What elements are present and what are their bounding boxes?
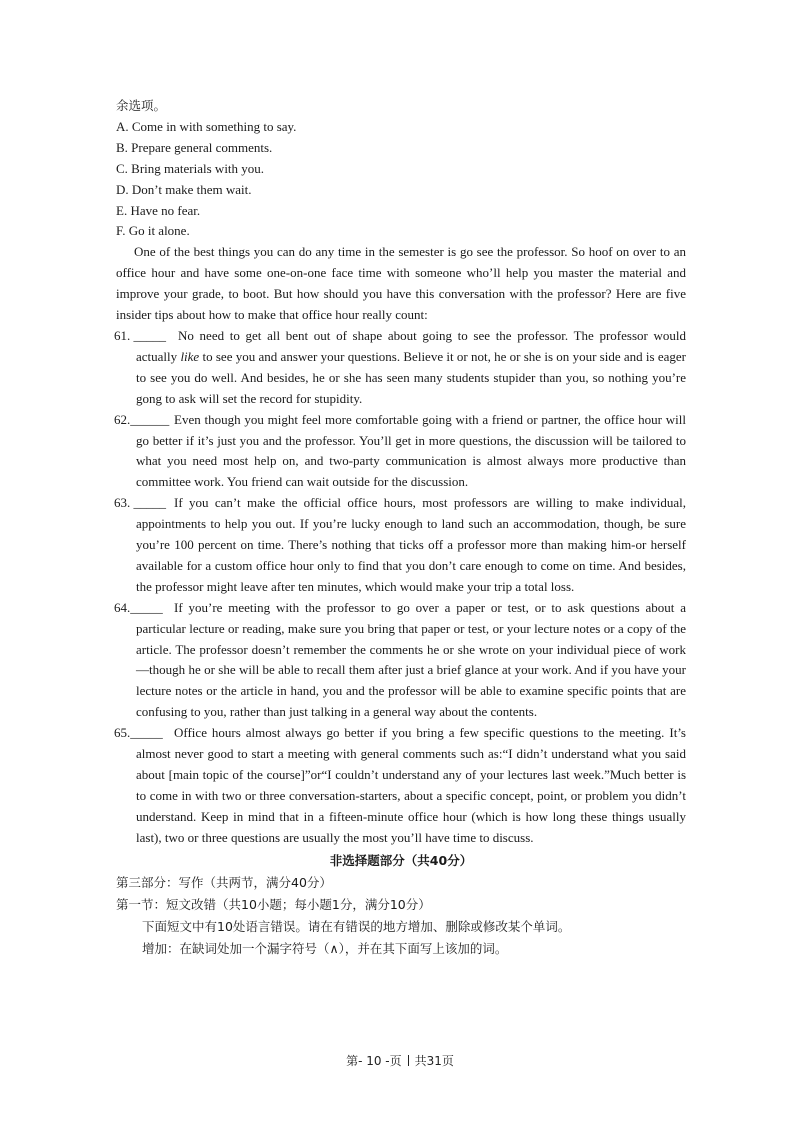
question-63 — [116, 493, 686, 598]
question-text: If you can’t make the official office hours, most professors are willing to make individual, appointments to help you out. If you’re lucky enough to land such an accommodation, though, be sure you’re 100 percent on time. There’s nothing that ticks off a professor more than making him-or herself available for a custom office hour only to find that you don’t care enough to come on time. And besides, the professor might leave after ten minutes, which would make your trip a total loss. — [136, 495, 686, 594]
question-text: Even though you might feel more comfortable going with a friend or partner, the office hour will go better if it’s just you and the professor. You’ll get in more questions, the discussion will be tailored to what you need most help on, and two-party communication is almost always more productive than committee work. You friend can wait outside for the discussion. — [136, 411, 686, 490]
question-65 — [116, 723, 686, 848]
instruction-line-1: 下面短文中有10处语言错误。请在有错误的地方增加、删除或修改某个单词。 — [142, 918, 571, 934]
page-number: 第- 10 -页 — [346, 1054, 402, 1068]
option-b: B. Prepare general comments. — [116, 139, 273, 155]
question-number: 62.______ — [114, 411, 170, 427]
option-d: D. Don’t make them wait. — [116, 181, 252, 197]
part-three-heading: 第三部分：写作（共两节，满分40分） — [116, 874, 332, 890]
question-number: 65._____ — [114, 725, 163, 741]
option-e: E. Have no fear. — [116, 202, 201, 218]
question-text: No need to get all bent out of shape about going to see the professor. The professor would actually like to see you and answer your questions. Believe it or not, he or she is on your side and is eager to see you do well. And besides, he or she has seen many students stupider than you, so nothing you’re gong to ask will set the record for stupidity. — [136, 327, 687, 406]
passage-intro: One of the best things you can do any time in the semester is go see the professor. So hoof on over to an office hour and have some one-on-one face time with someone who’ll help you master the material and improve your grade, to boot. But how should you have this conversation with the professor? Here are five insider tips about how to make that office hour really count: — [116, 244, 686, 323]
page-footer — [0, 1052, 800, 1069]
question-text: Office hours almost always go better if you bring a few specific questions to the meeting. It’s almost never good to start a meeting with general comments such as:“I didn’t understand what you said about [main topic of the course]”or“I couldn’t understand any of your lectures last week.”Much better is to come in with two or three conversation-starters, about a specific concept, point, or problem you didn’t understand. Keep in mind that in a fifteen-minute office hour (which is how long these things usually last), two or three questions are usually the most you’ll have time to discuss. — [136, 725, 686, 845]
emphasis-word: like — [180, 348, 200, 364]
options-list — [116, 117, 686, 242]
section-one-heading: 第一节：短文改错（共10小题；每小题1分，满分10分） — [116, 896, 431, 912]
footer-divider — [408, 1055, 409, 1066]
question-number: 63. _____ — [114, 495, 166, 511]
question-number: 61. _____ — [114, 327, 166, 343]
question-61 — [116, 326, 686, 410]
question-number: 64._____ — [114, 599, 163, 615]
instruction-line-2: 增加：在缺词处加一个漏字符号（∧），并在其下面写上该加的词。 — [142, 940, 508, 956]
section-title: 非选择题部分（共40分） — [329, 852, 473, 868]
total-pages: 共31页 — [414, 1054, 454, 1068]
option-f: F. Go it alone. — [116, 223, 190, 239]
question-64 — [116, 598, 686, 723]
document-page — [116, 96, 686, 960]
question-text: If you’re meeting with the professor to go over a paper or test, or to ask questions about a particular lecture or reading, make sure you bring that paper or test, or your lecture notes or a copy of the article. The professor doesn’t remember the comments he or she wrote on your individual piece of work—though he or she will be able to recall them after just a brief glance at your work. And if you have your lecture notes or the article in hand, you and the professor will be able to examine specific points that are confusing to you, rather than just talking in a general way about the contents. — [136, 599, 686, 720]
option-c: C. Bring materials with you. — [116, 160, 265, 176]
question-62 — [116, 410, 686, 494]
intro-tail: 余选项。 — [116, 98, 167, 113]
option-a: A. Come in with something to say. — [116, 118, 297, 134]
